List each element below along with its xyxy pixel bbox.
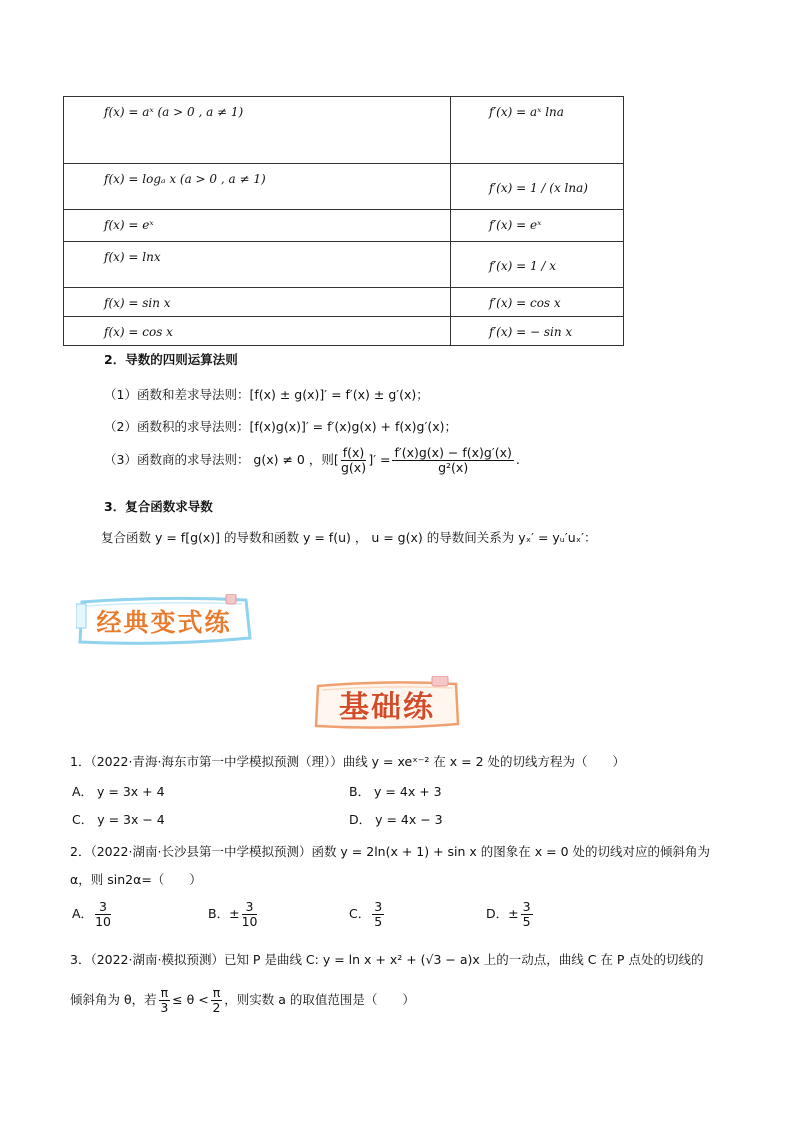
table-cell-function [64, 288, 451, 317]
question-2-option-d [486, 900, 535, 929]
fraction [521, 900, 533, 929]
fraction [372, 900, 384, 929]
formula-text: f′(x) = − sin x [489, 325, 573, 339]
question-1-option-b: B． y = 4x + 3 [349, 784, 442, 799]
rule-sum-difference: （1）函数和差求导法则：[f(x) ± g(x)]′ = f′(x) ± g′(x)； [104, 387, 429, 402]
fraction-numerator: 3 [522, 899, 531, 914]
fraction-numerator: π [160, 985, 169, 1000]
table-cell-function [64, 210, 451, 242]
fraction-denominator: 2 [212, 1000, 221, 1015]
question-2-option-a [72, 900, 113, 929]
question-1-option-a: A． y = 3x + 4 [72, 784, 165, 799]
fraction-numerator: f′(x)g(x) − f(x)g′(x) [394, 445, 512, 460]
fraction [341, 446, 367, 475]
table-cell-function [64, 164, 451, 210]
option-letter: B． [208, 906, 230, 921]
fraction [392, 446, 513, 475]
table-cell-function [64, 97, 451, 164]
table-cell-derivative [451, 97, 624, 164]
formula-text: f′(x) = cos x [489, 296, 561, 310]
fraction-denominator: g²(x) [438, 460, 469, 475]
banner-title: 基础练 [339, 690, 435, 725]
option-letter: A． [72, 906, 94, 921]
question-3-stem-line2 [70, 986, 415, 1015]
question-2-stem-line2: α，则 sin2α=（ ） [70, 872, 202, 887]
question-3-stem-line1: 3．（2022·湖南·模拟预测）已知 P 是曲线 C: y = ln x + x² + (√3 − a)x 上的一动点，曲线 C 在 P 点处的切线的 [70, 952, 704, 967]
question-3-stem-end: ，则实数 a 的取值范围是（ ） [224, 992, 415, 1007]
fraction [95, 900, 111, 929]
formula-text: f(x) = cos x [104, 325, 173, 339]
fraction-numerator: 3 [95, 900, 111, 915]
formula-text: f(x) = sin x [104, 296, 171, 310]
fraction-numerator: π [212, 985, 221, 1000]
formula-text: f(x) = eˣ [104, 218, 154, 232]
question-2-option-b [208, 900, 259, 929]
fraction-denominator: 10 [241, 914, 258, 929]
fraction-denominator: 3 [160, 1000, 169, 1015]
composite-rule-text: 复合函数 y = f[g(x)] 的导数和函数 y = f(u) ， u = g(x) 的导数间关系为 yₓ′ = yᵤ′uₓ′： [101, 530, 597, 545]
table-cell-derivative [451, 210, 624, 242]
fraction-numerator: 3 [242, 900, 258, 915]
formula-text: f′(x) = eˣ [489, 218, 542, 232]
question-1-stem: 1．（2022·青海·海东市第一中学模拟预测（理））曲线 y = xeˣ⁻² 在 x = 2 处的切线方程为（ ） [70, 754, 626, 769]
fraction-numerator: f(x) [342, 445, 365, 460]
question-1-option-c: C． y = 3x − 4 [72, 812, 165, 827]
fraction [211, 986, 223, 1015]
derivative-formula-table [63, 96, 624, 346]
formula-text: f(x) = lnx [104, 250, 161, 264]
question-2-option-c [349, 900, 386, 929]
formula-text: f′(x) = aˣ lna [489, 105, 564, 119]
formula-text: f′(x) = 1 / (x lna) [489, 181, 588, 195]
section-heading-arithmetic-rules: 2．导数的四则运算法则 [104, 352, 238, 367]
rule-quotient [104, 446, 520, 475]
table-cell-derivative [451, 288, 624, 317]
fraction [159, 986, 171, 1015]
banner-title: 经典变式练 [96, 608, 232, 637]
section-heading-composite: 3．复合函数求导数 [104, 499, 213, 514]
rule-quotient-mid: ]′ = [368, 452, 391, 467]
rule-quotient-end: . [515, 452, 520, 467]
question-3-stem-mid: ≤ θ < [172, 992, 209, 1007]
formula-text: f(x) = aˣ (a > 0 , a ≠ 1) [104, 105, 244, 119]
option-letter: D． [486, 906, 509, 921]
banner-basic-practice [312, 676, 462, 732]
formula-text: f′(x) = 1 / x [489, 259, 557, 273]
fraction-denominator: 10 [95, 914, 111, 929]
option-sign: ± [229, 906, 240, 921]
table-cell-derivative [451, 164, 624, 210]
option-letter: C． [349, 906, 371, 921]
table-cell-derivative [451, 242, 624, 288]
fraction-numerator: 3 [374, 899, 383, 914]
table-cell-function [64, 317, 451, 346]
fraction-denominator: g(x) [340, 460, 367, 475]
fraction [242, 900, 258, 929]
table-cell-derivative [451, 317, 624, 346]
question-3-stem-prefix: 倾斜角为 θ，若 [70, 992, 157, 1007]
formula-text: f(x) = logₐ x (a > 0 , a ≠ 1) [104, 172, 266, 186]
banner-classic-variants [76, 594, 252, 648]
rule-product: （2）函数积的求导法则：[f(x)g(x)]′ = f′(x)g(x) + f(x)g′(x)； [104, 419, 457, 434]
table-cell-function [64, 242, 451, 288]
question-1-option-d: D． y = 4x − 3 [349, 812, 443, 827]
option-sign: ± [508, 906, 519, 921]
rule-quotient-prefix: （3）函数商的求导法则： g(x) ≠ 0 ，则[ [104, 452, 339, 467]
fraction-denominator: 5 [374, 914, 383, 929]
question-2-stem-line1: 2．（2022·湖南·长沙县第一中学模拟预测）函数 y = 2ln(x + 1) + sin x 的图象在 x = 0 处的切线对应的倾斜角为 [70, 844, 711, 859]
fraction-denominator: 5 [522, 914, 531, 929]
